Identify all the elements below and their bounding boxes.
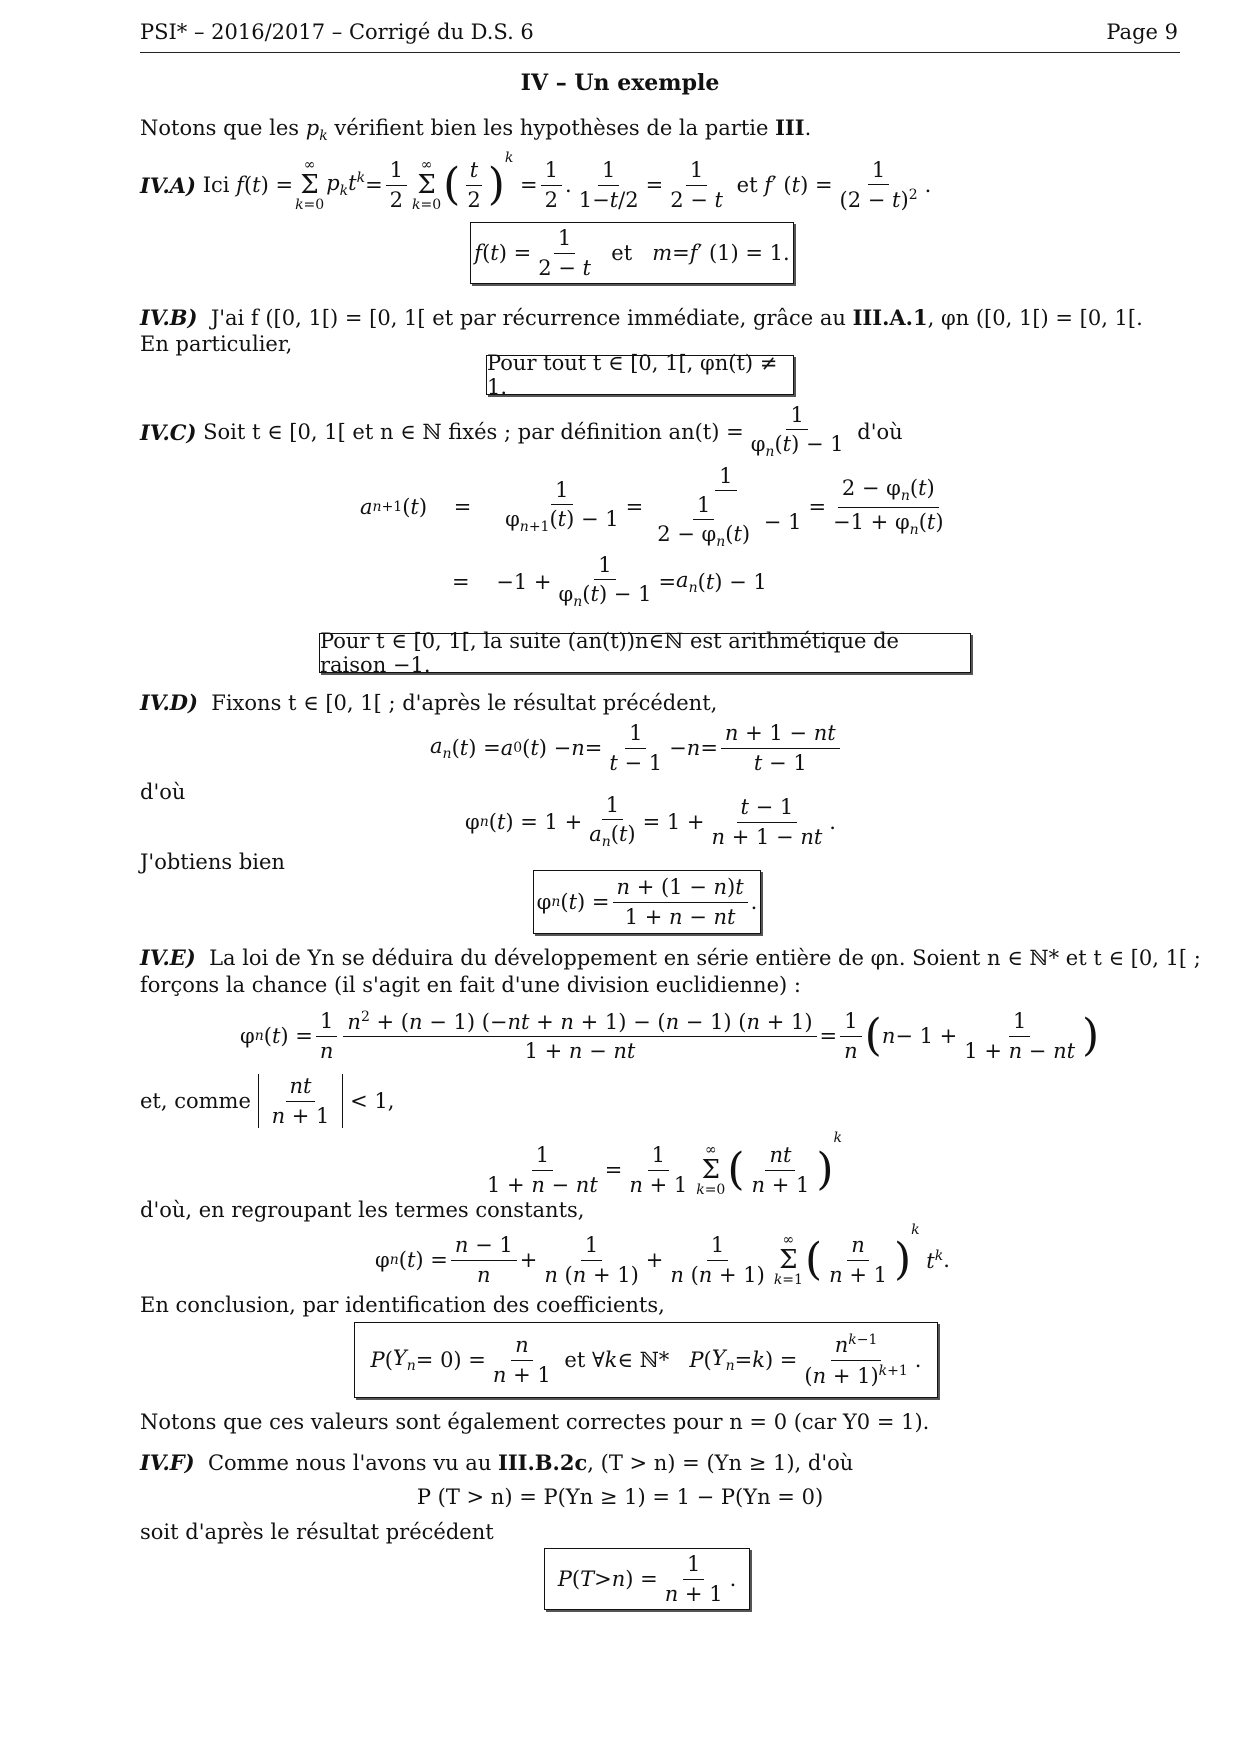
ive-comme: et, comme $\frac{nt}{n + 1}$ < 1,	[140, 1074, 395, 1128]
ive-eq1: φ n ( t ) = $\frac{1}{n}$ $\frac{n^2 + (n - 1) (-nt + n + 1) - (n - 1) (n + 1)}{1 + n - nt}$ = $\frac{1}{n}$ ( n − 1 + $\frac{1}{1 + n - nt}$ )	[240, 1008, 1100, 1063]
ivd-line: IV.D) Fixons t ∈ [0, 1[ ; d'après le résultat précédent,	[140, 690, 718, 715]
ive-note: Notons que ces valeurs sont également correctes pour n = 0 (car Y0 = 1).	[140, 1410, 930, 1434]
ivd-eq2: φ n ( t ) = 1 + $\frac{1}{a_n(t)}$ = 1 + $\frac{t - 1}{n + 1 - nt}$ .	[465, 793, 836, 851]
ivd-obtiens: J'obtiens bien	[140, 850, 285, 874]
ive-eq2: $\frac{1}{1 + n - nt}$ = $\frac{1}{n + 1}$ ∞ Σ k=0 ( $\frac{nt}{n + 1}$ ) k	[487, 1130, 843, 1198]
ivd-result-box: φ n ( t ) = $\frac{n + (1 - n)t}{1 + n - nt}$ .	[533, 870, 761, 934]
iva-equation-line: IV.A) Ici f ( t ) = ∞ Σ k=0 $p_kt^k$ = $\frac{1}{2}$ ∞ Σ k=0 ( $\frac{t}{2}$ ) $^k$ = $\frac{1}{2}$ . $\frac{1}{1-t/2}$ = $\frac{1}{2 - t}$ et f ′ ( t ) = $\frac{1}{(2 - t)^2}$ .	[140, 150, 932, 213]
ivf-line: IV.F) Comme nous l'avons vu au III.B.2c, (T > n) = (Yn ≥ 1), d'où	[140, 1450, 854, 1475]
header-rule	[140, 52, 1180, 53]
ivf-result-box: P ( T > n ) = $\frac{1}{n + 1}$ .	[544, 1548, 750, 1610]
ivb-line: IV.B) J'ai f ([0, 1[) = [0, 1[ et par récurrence immédiate, grâce au III.A.1, φn ([0, 1[) = [0, 1[.	[140, 305, 1143, 330]
ivc-result-box: Pour t ∈ [0, 1[, la suite (an(t))n∈ℕ est arithmétique de raison −1.	[319, 633, 971, 673]
ive-line: IV.E) La loi de Yn se déduira du développement en série entière de φn. Soient n ∈ ℕ* et t ∈ [0, 1[ ;	[140, 945, 1201, 970]
ive-line2: forçons la chance (il s'agit en fait d'une division euclidienne) :	[140, 973, 801, 997]
ivb-line2: En particulier,	[140, 332, 293, 356]
header-left: PSI* – 2016/2017 – Corrigé du D.S. 6	[140, 20, 534, 44]
ivf-eq: P (T > n) = P(Yn ≥ 1) = 1 − P(Yn = 0)	[416, 1485, 824, 1509]
iva-result-box: f ( t ) = $\frac{1}{2 - t}$ et m = f ′ (1) = 1.	[470, 222, 794, 284]
page-number: Page 9	[1106, 20, 1178, 44]
ivc-eq1: a n+1 ( t ) = $\frac{1}{\varphi_{n+1}(t) - 1}$ = 1 $\frac{1}{2 - \varphi_n(t)}$ − 1 = $\frac{2 - \varphi_n(t)}{-1 + \varphi_n(t)}$	[360, 463, 944, 551]
iva-label: IV.A)	[140, 172, 196, 198]
ive-conclusion: En conclusion, par identification des coefficients,	[140, 1293, 665, 1317]
intro-line: Notons que les $p_k$ vérifient bien les hypothèses de la partie III.	[140, 115, 812, 145]
ive-result-box: P ( $Y_n$ = 0) = $\frac{n}{n + 1}$ et ∀ k ∈ ℕ* P ( $Y_n$ = k ) = $\frac{n^{k-1}}{(n + 1)^{k+1}}$ .	[354, 1322, 938, 1398]
ive-eq3: φ n ( t ) = $\frac{n - 1}{n}$ + $\frac{1}{n (n + 1)}$ + $\frac{1}{n (n + 1)}$ ∞ Σ k=1 ( $\frac{n}{n + 1}$ ) k $t^k$ .	[375, 1222, 950, 1288]
ivd-eq1: $a_n$ ( t ) = a 0 ( t ) − n = $\frac{1}{t - 1}$ − n = $\frac{n + 1 - nt}{t - 1}$	[430, 718, 843, 778]
ivc-line: IV.C) Soit t ∈ [0, 1[ et n ∈ ℕ fixés ; par définition an(t) = $\frac{1}{\varphi_n(t) - 1}$ d'où	[140, 403, 903, 461]
ive-regroupant: d'où, en regroupant les termes constants,	[140, 1198, 585, 1222]
ivb-result-box: Pour tout t ∈ [0, 1[, φn(t) ≠ 1.	[486, 355, 794, 395]
ivd-donc: d'où	[140, 780, 186, 804]
ivc-eq2: = −1 + $\frac{1}{\varphi_n(t) - 1}$ = $a_n$ ( t ) − 1	[452, 553, 767, 611]
section-title: IV – Un exemple	[520, 70, 720, 96]
ivf-soit: soit d'après le résultat précédent	[140, 1520, 494, 1544]
